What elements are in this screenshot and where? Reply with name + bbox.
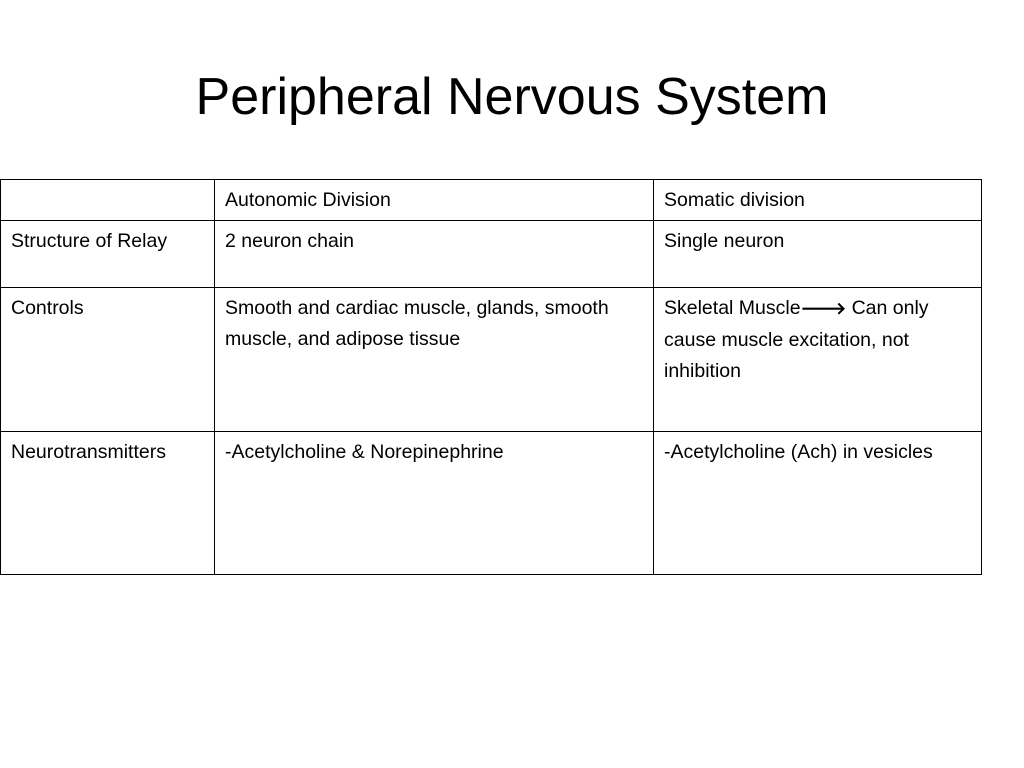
comparison-table: [0, 179, 982, 575]
cell-autonomic-relay: 2 neuron chain: [215, 221, 654, 288]
row-label-neurotransmitters: Neurotransmitters: [1, 432, 215, 575]
header-cell-empty: [1, 180, 215, 221]
row-label-controls: Controls: [1, 288, 215, 432]
cell-somatic-neurotransmitters: -Acetylcholine (Ach) in vesicles: [654, 432, 982, 575]
somatic-controls-prefix: Skeletal Muscle: [664, 297, 801, 319]
header-cell-somatic: Somatic division: [654, 180, 982, 221]
cell-somatic-controls: [654, 288, 982, 432]
table-row: [1, 221, 982, 288]
somatic-controls-suffix: Can only cause muscle excitation, not inhibition: [664, 297, 929, 382]
slide-title: Peripheral Nervous System: [195, 68, 829, 126]
cell-autonomic-neurotransmitters: -Acetylcholine & Norepinephrine: [215, 432, 654, 575]
right-arrow-icon: 🡒: [800, 299, 847, 319]
cell-autonomic-controls: Smooth and cardiac muscle, glands, smooth muscle, and adipose tissue: [215, 288, 654, 432]
header-cell-autonomic: Autonomic Division: [215, 180, 654, 221]
table-header-row: [1, 180, 982, 221]
row-label-structure-of-relay: Structure of Relay: [1, 221, 215, 288]
cell-somatic-relay: Single neuron: [654, 221, 982, 288]
table-row: [1, 432, 982, 575]
table-row: [1, 288, 982, 432]
